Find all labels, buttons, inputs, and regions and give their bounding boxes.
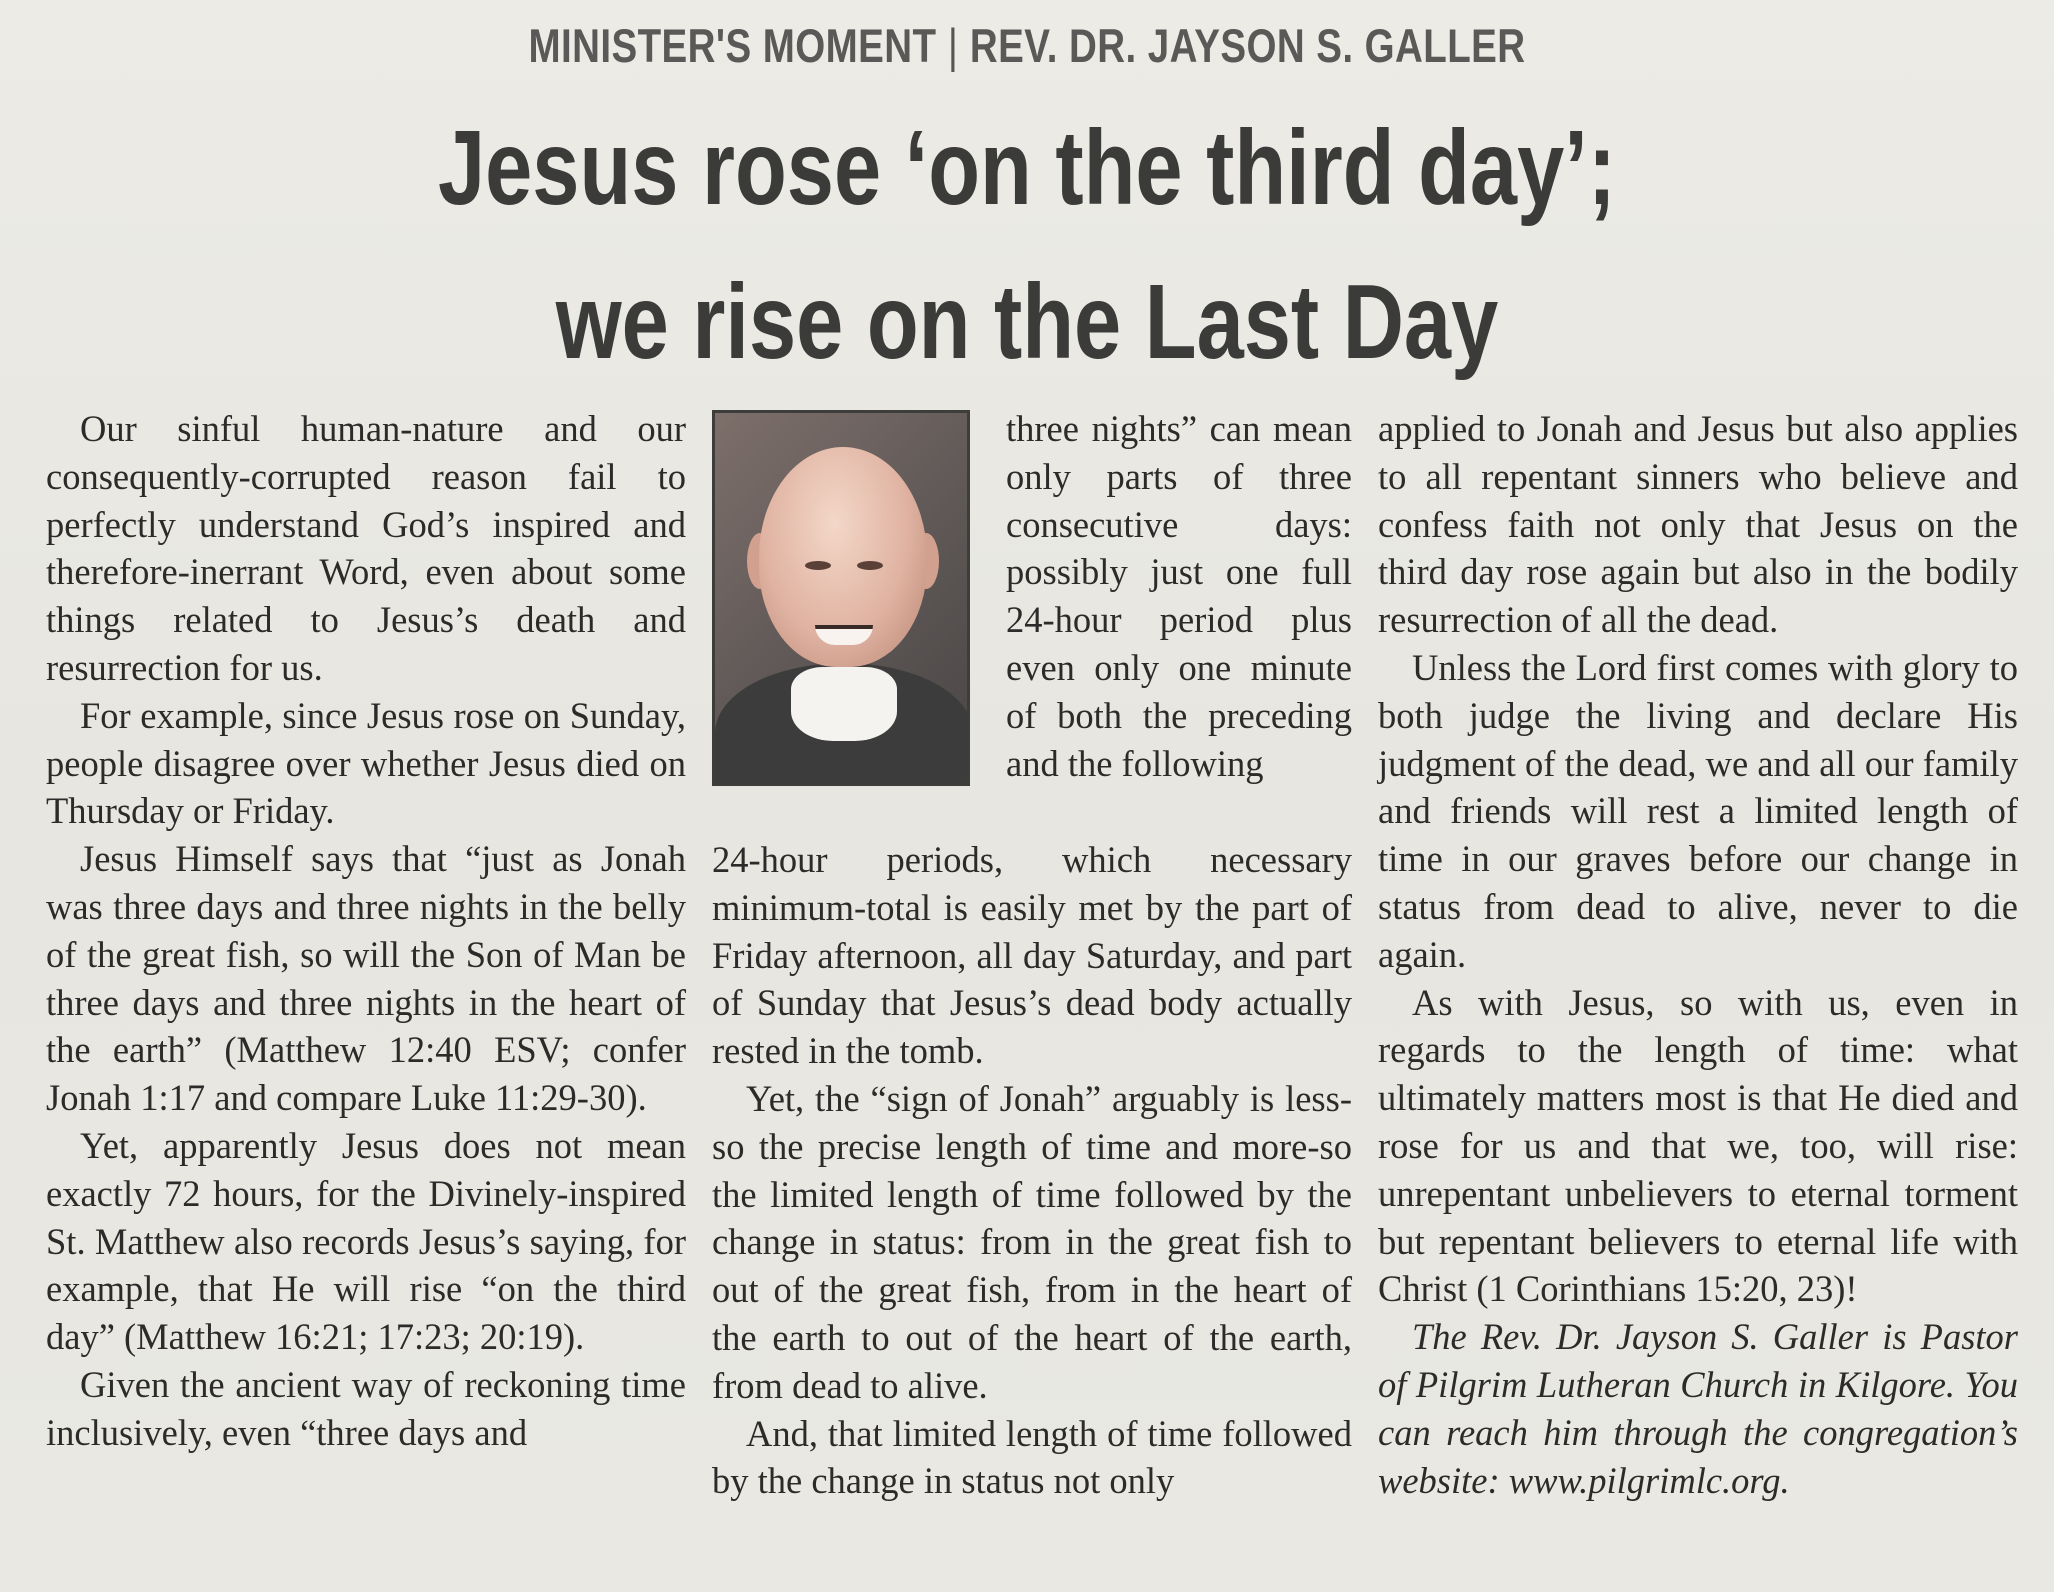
- paragraph: three nights” can mean only parts of three consecutive days: possibly just one full 24-hour period plus even only one minute of both the preceding and the following: [1006, 408, 1352, 784]
- author-bio: [1378, 1313, 2018, 1504]
- paragraph: Yet, the “sign of Jonah” arguably is less-so the precise length of time and more-so the limited length of time followed by the change in status: from in the great fish to out of the great fish, from in the heart of the earth to out of the heart of the earth, from dead to alive.: [712, 1077, 1352, 1406]
- column-header: [185, 18, 1869, 73]
- article-column-1: [46, 405, 686, 1457]
- paragraph: Unless the Lord first comes with glory to both judge the living and declare His judgment of the dead, we and all our family and friends will rest a limited length of time in our graves before our change in status from dead to alive, never to die again.: [1378, 646, 2018, 975]
- paragraph: applied to Jonah and Jesus but also applies to all repentant sinners who believe and confess faith not only that Jesus on the third day rose again but also in the bodily resurrection of all the dead.: [1378, 408, 2018, 641]
- paragraph: Yet, apparently Jesus does not mean exactly 72 hours, for the Divinely-inspired St. Matthew also records Jesus’s saying, for example, that He will rise “on the third day” (Matthew 16:21; 17:23; 20:19).: [46, 1124, 686, 1358]
- paragraph: As with Jesus, so with us, even in regards to the length of time: what ultimately matters most is that He died and rose for us and that we, too, will rise: unrepentant unbelievers to eternal torment but repentant believers to eternal life with Christ (1 Corinthians 15:20, 23)!: [1378, 981, 2018, 1310]
- bio-text: The Rev. Dr. Jayson S. Galler is Pastor of Pilgrim Lutheran Church in Kilgore. You can reach him through the congregation’s website: www.pilgrimlc.org.: [1378, 1316, 2018, 1501]
- author-portrait: [712, 410, 970, 786]
- paragraph: And, that limited length of time followed by the change in status not only: [712, 1412, 1352, 1502]
- header-separator: |: [947, 19, 959, 72]
- article-column-3: [1378, 405, 2018, 1504]
- paragraph: Given the ancient way of reckoning time inclusively, even “three days and: [46, 1363, 686, 1453]
- article-column-2-bottom: [712, 836, 1352, 1505]
- article-column-2-top: [1006, 405, 1352, 787]
- author-byline: REV. DR. JAYSON S. GALLER: [969, 19, 1526, 72]
- paragraph: Our sinful human-nature and our consequently-corrupted reason fail to perfectly understand God’s inspired and therefore-inerrant Word, even about some things related to Jesus’s death and resurrection for us.: [46, 408, 686, 688]
- paragraph: Jesus Himself says that “just as Jonah was three days and three nights in the belly of the great fish, so will the Son of Man be three days and three nights in the heart of the earth” (Matthew 12:40 ESV; confer Jonah 1:17 and compare Luke 11:29-30).: [46, 838, 686, 1119]
- headline-line-1: Jesus rose ‘on the third day’;: [437, 109, 1617, 227]
- section-name: MINISTER'S MOMENT: [528, 19, 937, 72]
- paragraph: 24-hour periods, which necessary minimum-total is easily met by the part of Friday afternoon, all day Saturday, and part of Sunday that Jesus’s dead body actually rested in the tomb.: [712, 839, 1352, 1072]
- headline-line-2: we rise on the Last Day: [555, 263, 1499, 381]
- paragraph: For example, since Jesus rose on Sunday, people disagree over whether Jesus died on Thursday or Friday.: [46, 694, 686, 832]
